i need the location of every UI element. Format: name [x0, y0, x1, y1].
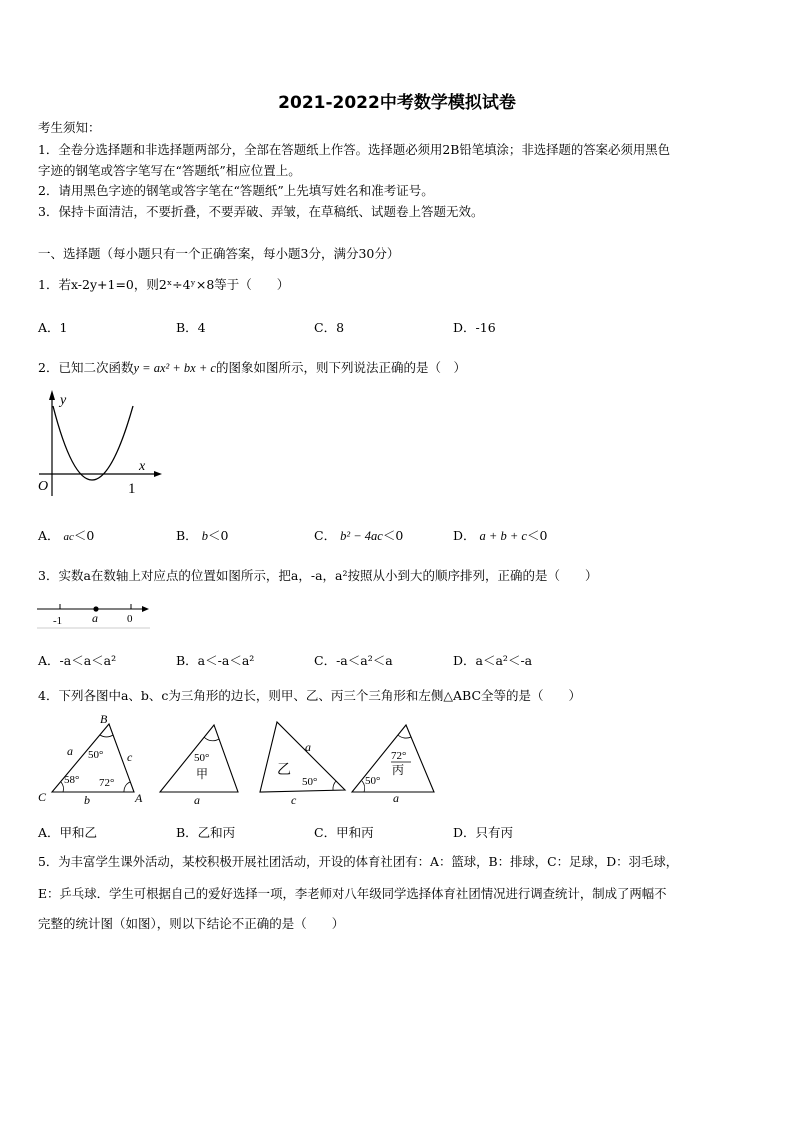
notice-line-1a: 1．全卷分选择题和非选择题两部分，全部在答题纸上作答。选择题必须用2B铅笔填涂；非选择题的答案必须用黑色	[38, 142, 671, 157]
parabola-curve	[53, 406, 133, 480]
svg-text:50°: 50°	[88, 749, 104, 761]
svg-text:甲: 甲	[196, 767, 209, 781]
svg-text:c: c	[127, 750, 133, 764]
notice-line-1b: 字迹的钢笔或答字笔写在“答题纸”相应位置上。	[38, 163, 301, 178]
tick-label-one: 1	[128, 481, 136, 497]
svg-text:50°: 50°	[194, 752, 210, 764]
q4-option-b: B．乙和丙	[176, 825, 236, 840]
svg-text:a: a	[305, 740, 311, 754]
triangle-yi	[260, 722, 345, 807]
q3-option-a: A．-a＜a＜a²	[38, 653, 117, 668]
svg-text:72°: 72°	[99, 777, 115, 789]
q5-line-2: E：乒乓球．学生可根据自己的爱好选择一项，李老师对八年级同学选择体育社团情况进行调查统计，制成了两幅不	[38, 886, 667, 901]
q2-stem-pre: 2．已知二次函数	[38, 360, 134, 375]
notice-line-2: 2．请用黑色字迹的钢笔或答字笔在“答题纸”上先填写姓名和准考证号。	[38, 183, 434, 198]
number-line-arrow	[142, 606, 149, 612]
svg-text:乙: 乙	[277, 763, 291, 778]
q4-stem: 4．下列各图中a、b、c为三角形的边长，则甲、乙、丙三个三角形和左侧△ABC全等的是（ ）	[38, 688, 582, 703]
q1-stem: 1．若x-2y+1=0，则2ˣ÷4ʸ×8等于（ ）	[38, 277, 290, 292]
q5-line-3: 完整的统计图（如图），则以下结论不正确的是（ ）	[38, 916, 345, 931]
q2-parabola-graph	[36, 388, 166, 500]
triangle-abc	[38, 712, 143, 807]
q2-option-b: B． b＜0	[176, 528, 229, 543]
q5-line-1: 5．为丰富学生课外活动，某校积极开展社团活动，开设的体育社团有：A：篮球，B：排球，C：足球，D：羽毛球，	[38, 854, 679, 869]
triangle-jia	[160, 725, 238, 807]
y-axis-arrow	[49, 390, 55, 400]
q1-option-c: C．8	[314, 320, 345, 335]
q2-formula: y = ax² + bx + c	[133, 361, 216, 375]
notice-heading: 考生须知：	[38, 120, 101, 135]
svg-text:C: C	[38, 790, 47, 804]
triangle-bing	[352, 725, 434, 805]
q4-option-d: D．只有丙	[453, 825, 514, 840]
q3-option-b: B．a＜-a＜a²	[176, 653, 255, 668]
svg-text:50°: 50°	[365, 775, 381, 787]
svg-text:B: B	[100, 712, 108, 726]
page-title: 2021-2022中考数学模拟试卷	[278, 93, 516, 113]
svg-text:58°: 58°	[64, 774, 80, 786]
x-axis-arrow	[154, 471, 162, 477]
svg-text:丙: 丙	[392, 763, 405, 777]
q4-option-a: A．甲和乙	[38, 825, 98, 840]
q2-stem	[38, 357, 466, 379]
q3-option-c: C．-a＜a²＜a	[314, 653, 393, 668]
svg-text:a: a	[194, 793, 200, 807]
q3-stem: 3．实数a在数轴上对应点的位置如图所示，把a，-a，a²按照从小到大的顺序排列，正确的是（ ）	[38, 568, 598, 583]
svg-text:b: b	[84, 793, 90, 807]
q1-option-b: B．4	[176, 320, 206, 335]
svg-text:c: c	[291, 793, 297, 807]
svg-text:A: A	[135, 791, 143, 805]
label-a: a	[92, 611, 98, 625]
q2-option-a: A． ac＜0	[38, 528, 95, 543]
q2-option-d: D． a + b + c＜0	[453, 528, 548, 543]
y-axis-label: y	[60, 393, 67, 408]
q2-stem-post: 的图象如图所示，则下列说法正确的是（ ）	[215, 360, 466, 375]
svg-text:a: a	[67, 744, 73, 758]
q3-number-line	[36, 598, 154, 630]
label-zero: 0	[127, 613, 133, 625]
q4-triangles-figure	[34, 710, 444, 810]
svg-text:a: a	[393, 791, 399, 805]
section-heading: 一、选择题（每小题只有一个正确答案，每小题3分，满分30分）	[38, 246, 400, 261]
origin-label: O	[38, 479, 49, 494]
svg-text:72°: 72°	[391, 750, 407, 762]
label-neg1: -1	[53, 615, 63, 627]
svg-text:50°: 50°	[302, 776, 318, 788]
q3-option-d: D．a＜a²＜-a	[453, 653, 533, 668]
notice-line-3: 3．保持卡面清洁，不要折叠，不要弄破、弄皱，在草稿纸、试题卷上答题无效。	[38, 204, 484, 219]
q1-option-a: A．1	[38, 320, 68, 335]
x-axis-label: x	[139, 459, 146, 474]
q2-option-c: C． b² − 4ac＜0	[314, 528, 404, 543]
q1-option-d: D．-16	[453, 320, 496, 335]
q4-option-c: C．甲和丙	[314, 825, 374, 840]
